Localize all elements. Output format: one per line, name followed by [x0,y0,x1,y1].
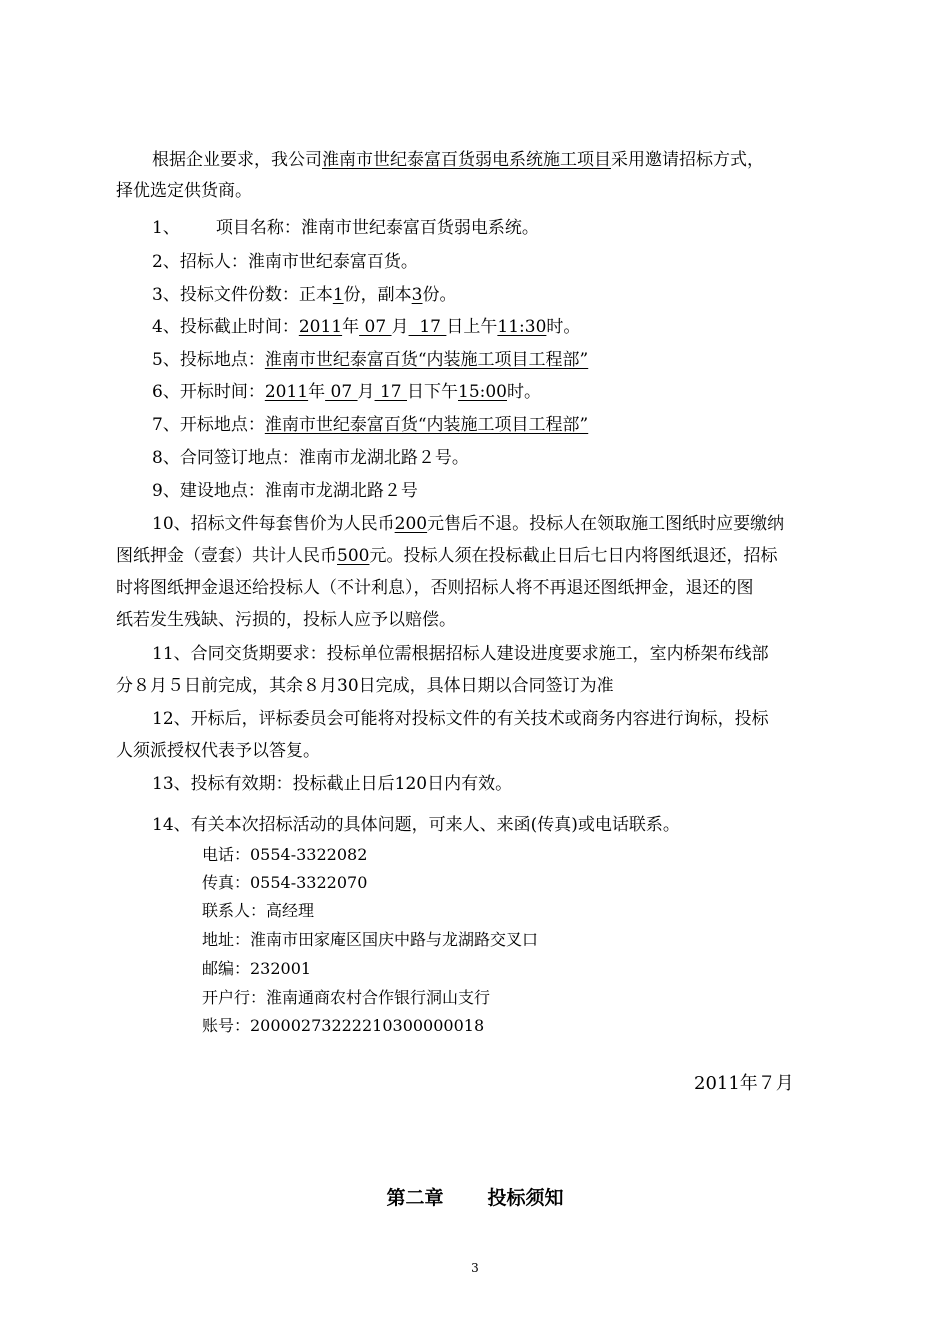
drawing-deposit: 500 [337,546,370,566]
item-10-text-c: 图纸押金（壹套）共计人民币 [116,546,337,566]
opening-time: 15:00 [458,382,507,402]
item-7 [152,415,588,435]
item-3-text-c: 份，副本 [343,285,412,305]
item-4-label: 4、投标截止时间： [152,317,299,337]
deadline-day: 17 [408,317,447,337]
opening-day: 17 [374,382,407,402]
item-11-line-1: 11、合同交货期要求：投标单位需根据招标人建设进度要求施工，室内桥架布线部 [152,644,769,664]
opening-month: 07 [325,382,358,402]
item-6-label: 6、开标时间： [152,382,265,402]
opening-location: 淮南市世纪泰富百货“内装施工项目工程部” [264,415,589,435]
item-6 [152,382,541,402]
item-9: 9、建设地点：淮南市龙湖北路２号 [152,481,418,501]
bid-location: 淮南市世纪泰富百货“内装施工项目工程部” [264,350,589,370]
item-6-end: 时。 [507,382,541,402]
item-1-number: 1、 [152,218,180,238]
opening-year: 2011 [264,382,309,402]
item-12-line-1: 12、开标后，评标委员会可能将对投标文件的有关技术或商务内容进行询标，投标 [152,709,769,729]
item-10-line-3: 时将图纸押金退还给投标人（不计利息），否则招标人将不再退还图纸押金，退还的图 [116,578,754,598]
intro-line-1 [152,150,764,170]
duplicate-copies-count: 3 [411,285,423,305]
item-5 [152,350,588,370]
item-10-line-4: 纸若发生残缺、污损的，投标人应予以赔偿。 [116,610,456,630]
item-14: 14、有关本次招标活动的具体问题，可来人、来函(传真)或电话联系。 [152,815,680,835]
item-10-line-1 [152,514,784,534]
item-1-text: 项目名称：淮南市世纪泰富百货弱电系统。 [215,218,539,238]
contact-bank: 开户行：淮南通商农村合作银行洞山支行 [202,988,491,1007]
intro-text-a: 根据企业要求，我公司 [152,150,322,170]
chapter-number: 第二章 [386,1187,444,1209]
item-11-line-2: 分８月５日前完成，其余８月30日完成，具体日期以合同签订为准 [116,676,614,696]
contact-person: 联系人：高经理 [202,901,315,920]
page-number: 3 [471,1261,479,1275]
contact-account: 账号：20000273222210300000018 [202,1016,485,1035]
contact-fax: 传真：0554-3322070 [202,873,368,892]
item-4-month-unit: 月 [391,317,409,337]
item-6-day-unit: 日下午 [407,382,458,402]
item-10-text-a: 10、招标文件每套售价为人民币 [152,514,395,534]
item-6-year-unit: 年 [308,382,326,402]
item-3-text-a: 3、投标文件份数：正本 [152,285,333,305]
intro-text-b: 采用邀请招标方式， [611,150,764,170]
deadline-month: 07 [359,317,392,337]
contact-phone: 电话：0554-3322082 [202,845,368,864]
item-3-text-e: 份。 [422,285,457,305]
item-4-year-unit: 年 [342,317,360,337]
item-4-day-unit: 日上午 [446,317,498,337]
item-4-end: 时。 [546,317,581,337]
item-8: 8、合同签订地点：淮南市龙湖北路２号。 [152,448,469,468]
item-3 [152,285,456,305]
contact-postcode: 邮编：232001 [202,959,312,978]
item-4 [152,317,580,337]
item-10-text-d: 元。投标人须在投标截止日后七日内将图纸退还，招标 [369,546,778,566]
document-price: 200 [394,514,428,534]
chapter-title: 投标须知 [487,1187,564,1209]
item-6-month-unit: 月 [357,382,375,402]
item-12-line-2: 人须派授权代表予以答复。 [116,741,320,761]
intro-line-2: 择优选定供货商。 [116,181,252,201]
chapter-heading [0,1183,950,1210]
item-1 [152,218,539,238]
deadline-time: 11:30 [497,317,547,337]
contact-address: 地址：淮南市田家庵区国庆中路与龙湖路交叉口 [202,930,539,949]
item-10-text-b: 元售后不退。投标人在领取施工图纸时应要缴纳 [427,514,785,534]
item-5-label: 5、投标地点： [152,350,265,370]
project-name-underlined: 淮南市世纪泰富百货弱电系统施工项目 [322,150,611,170]
item-7-label: 7、开标地点： [152,415,265,435]
item-10-line-2 [116,546,777,566]
original-copies-count: 1 [332,285,344,305]
item-2: 2、招标人：淮南市世纪泰富百货。 [152,252,418,272]
deadline-year: 2011 [298,317,343,337]
document-date: 2011年７月 [694,1073,794,1094]
item-13: 13、投标有效期：投标截止日后120日内有效。 [152,774,513,794]
